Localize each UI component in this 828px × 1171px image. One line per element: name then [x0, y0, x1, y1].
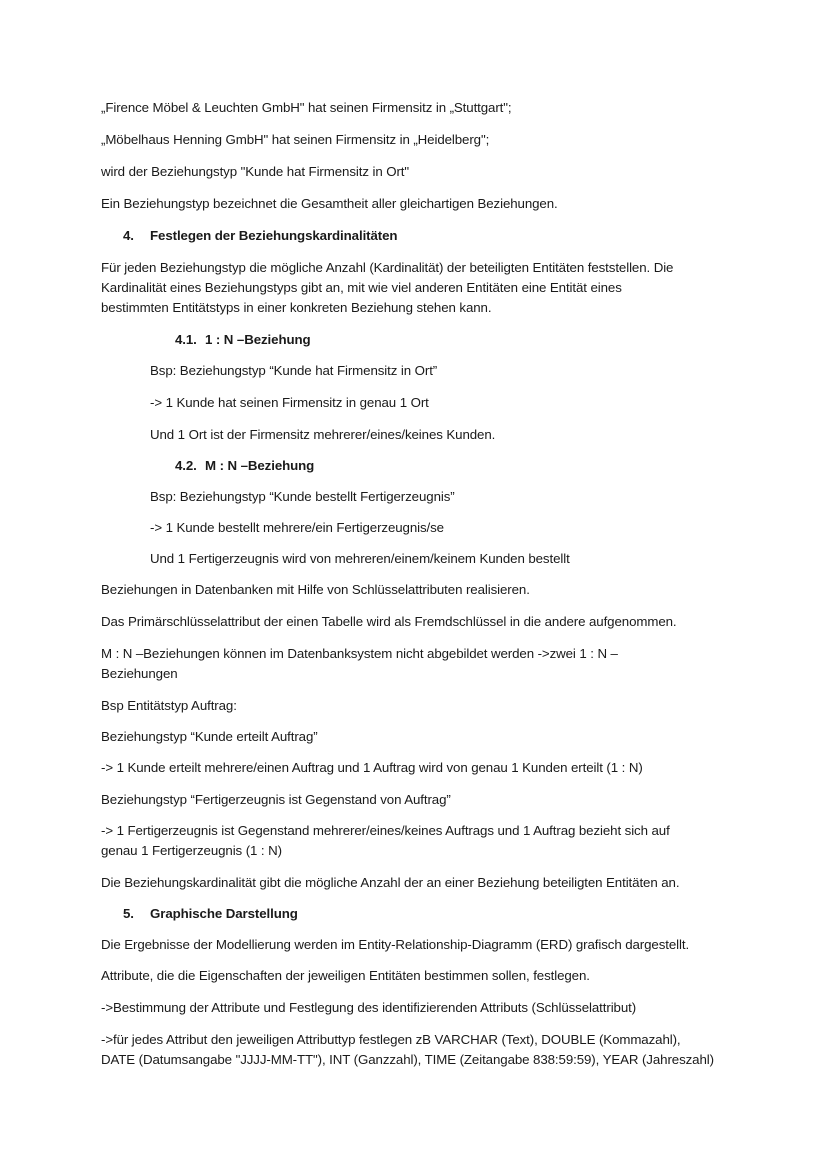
text-line: Beziehungstyp “Kunde erteilt Auftrag”	[101, 729, 318, 744]
text-line: -> 1 Kunde hat seinen Firmensitz in genau 1 Ort	[150, 395, 429, 410]
text-line: -> 1 Fertigerzeugnis ist Gegenstand mehrerer/eines/keines Auftrags und 1 Auftrag bezieht sich auf	[101, 823, 670, 838]
section-heading-5	[123, 904, 298, 924]
text-line: genau 1 Fertigerzeugnis (1 : N)	[101, 843, 282, 858]
text-line: ->für jedes Attribut den jeweiligen Attributtyp festlegen zB VARCHAR (Text), DOUBLE (Kommazahl),	[101, 1032, 681, 1047]
text-line: M : N –Beziehungen können im Datenbanksystem nicht abgebildet werden ->zwei 1 : N –	[101, 646, 618, 661]
text-line: Das Primärschlüsselattribut der einen Tabelle wird als Fremdschlüssel in die andere aufgenommen.	[101, 614, 677, 629]
heading-text: Festlegen der Beziehungskardinalitäten	[150, 228, 398, 243]
heading-number: 4.1.	[175, 332, 197, 347]
text-line: bestimmten Entitätstyps in einer konkreten Beziehung stehen kann.	[101, 300, 492, 315]
text-line: Bsp Entitätstyp Auftrag:	[101, 698, 237, 713]
text-line: Und 1 Fertigerzeugnis wird von mehreren/einem/keinem Kunden bestellt	[150, 551, 570, 566]
text-line: Und 1 Ort ist der Firmensitz mehrerer/eines/keines Kunden.	[150, 427, 496, 442]
text-line: „Firence Möbel & Leuchten GmbH" hat seinen Firmensitz in „Stuttgart";	[101, 100, 512, 115]
text-line: Beziehungen in Datenbanken mit Hilfe von Schlüsselattributen realisieren.	[101, 582, 530, 597]
text-line: -> 1 Kunde erteilt mehrere/einen Auftrag und 1 Auftrag wird von genau 1 Kunden erteilt (1 : N)	[101, 760, 643, 775]
text-line: Bsp: Beziehungstyp “Kunde bestellt Fertigerzeugnis”	[150, 489, 455, 504]
heading-text: Graphische Darstellung	[150, 906, 298, 921]
section-heading-4	[123, 226, 397, 246]
text-line: Für jeden Beziehungstyp die mögliche Anzahl (Kardinalität) der beteiligten Entitäten feststellen. Die	[101, 260, 674, 275]
heading-text: M : N –Beziehung	[205, 458, 315, 473]
subsection-heading-4-2	[175, 456, 314, 476]
text-line: Ein Beziehungstyp bezeichnet die Gesamtheit aller gleichartigen Beziehungen.	[101, 196, 558, 211]
text-line: Bsp: Beziehungstyp “Kunde hat Firmensitz in Ort”	[150, 363, 438, 378]
subsection-heading-4-1	[175, 330, 311, 350]
text-line: Kardinalität eines Beziehungstyps gibt an, mit wie viel anderen Entitäten eine Entität eines	[101, 280, 622, 295]
text-line: wird der Beziehungstyp "Kunde hat Firmensitz in Ort"	[101, 164, 409, 179]
heading-number: 5.	[123, 906, 134, 921]
text-line: DATE (Datumsangabe "JJJJ-MM-TT"), INT (Ganzzahl), TIME (Zeitangabe 838:59:59), YEAR (Jahreszahl)	[101, 1052, 714, 1067]
text-line: -> 1 Kunde bestellt mehrere/ein Fertigerzeugnis/se	[150, 520, 444, 535]
text-line: Beziehungstyp “Fertigerzeugnis ist Gegenstand von Auftrag”	[101, 792, 451, 807]
text-line: Beziehungen	[101, 666, 178, 681]
text-line: „Möbelhaus Henning GmbH" hat seinen Firmensitz in „Heidelberg";	[101, 132, 490, 147]
heading-number: 4.	[123, 228, 134, 243]
text-line: Die Ergebnisse der Modellierung werden im Entity-Relationship-Diagramm (ERD) grafisch dargestellt.	[101, 937, 690, 952]
heading-text: 1 : N –Beziehung	[205, 332, 311, 347]
text-line: Attribute, die die Eigenschaften der jeweiligen Entitäten bestimmen sollen, festlegen.	[101, 968, 590, 983]
text-line: ->Bestimmung der Attribute und Festlegung des identifizierenden Attributs (Schlüsselattribut)	[101, 1000, 637, 1015]
text-line: Die Beziehungskardinalität gibt die mögliche Anzahl der an einer Beziehung beteiligten Entitäten an.	[101, 875, 680, 890]
heading-number: 4.2.	[175, 458, 197, 473]
